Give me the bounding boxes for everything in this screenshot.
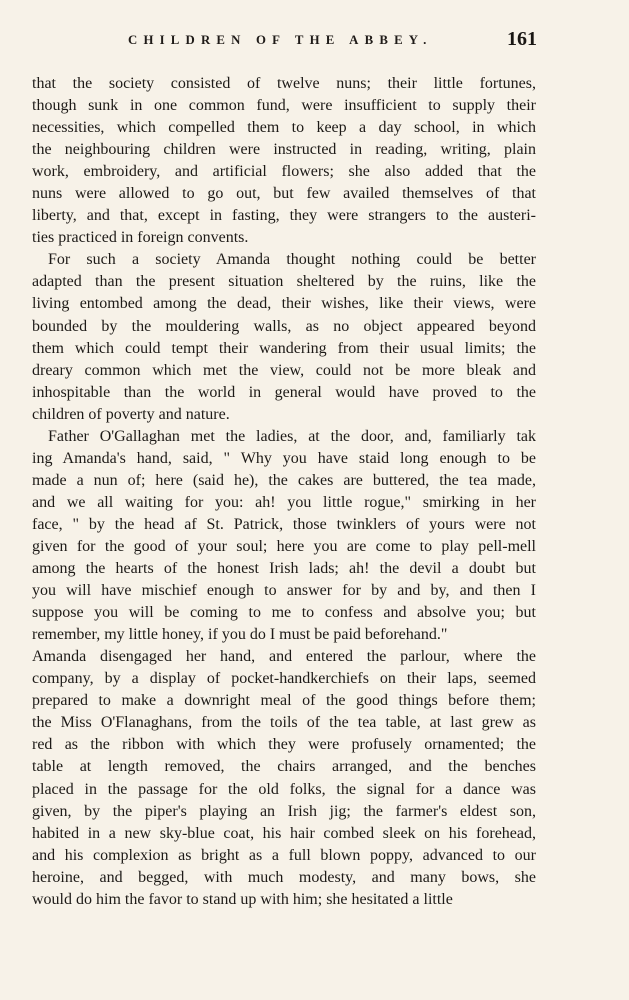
text-line: liberty, and that, except in fasting, they were strangers to the austeri- [32,207,536,225]
text-line: and we all waiting for you: ah! you little rogue," smirking in her [32,493,536,511]
body-text [32,73,536,911]
text-line: you will have mischief enough to answer for by and by, and then I [32,582,536,600]
text-line: habited in a new sky-blue coat, his hair combed sleek on his forehead, [32,824,536,842]
text-line: company, by a display of pocket-handkerchiefs on their laps, seemed [32,670,536,688]
text-line: bounded by the mouldering walls, as no object appeared beyond [32,317,536,335]
text-line: and his complexion as bright as a full blown poppy, advanced to our [32,846,536,864]
text-line: dreary common which met the view, could not be more bleak and [32,361,536,379]
text-line: though sunk in one common fund, were insufficient to supply their [32,97,536,115]
text-line: inhospitable than the world in general would have proved to the [32,383,536,401]
text-line: placed in the passage for the old folks, the signal for a dance was [32,780,536,798]
text-line: heroine, and begged, with much modesty, and many bows, she [32,868,536,886]
text-line: remember, my little honey, if you do I must be paid beforehand." [32,626,448,644]
text-line: given, by the piper's playing an Irish jig; the farmer's eldest son, [32,802,536,820]
text-line: necessities, which compelled them to keep a day school, in which [32,119,536,137]
text-line: table at length removed, the chairs arranged, and the benches [32,758,536,776]
text-line: children of poverty and nature. [32,405,230,423]
text-line: face, " by the head af St. Patrick, those twinklers of yours were not [32,515,536,533]
text-line: Father O'Gallaghan met the ladies, at the door, and, familiarly tak [48,427,536,445]
text-line: ing Amanda's hand, said, " Why you have staid long enough to be [32,449,536,467]
text-line: the neighbouring children were instructed in reading, writing, plain [32,141,536,159]
page-number: 161 [507,28,537,50]
text-line: them which could tempt their wandering from their usual limits; the [32,339,536,357]
text-line: nuns were allowed to go out, but few availed themselves of that [32,185,536,203]
text-line: given for the good of your soul; here you are come to play pell-mell [32,537,536,555]
running-head-title: CHILDREN OF THE ABBEY. [128,33,433,47]
text-line: that the society consisted of twelve nuns; their little fortunes, [32,75,536,92]
text-line: ties practiced in foreign convents. [32,229,249,247]
text-line: living entombed among the dead, their wishes, like their views, were [32,295,536,313]
text-line: Amanda disengaged her hand, and entered the parlour, where the [32,648,536,666]
text-line: adapted than the present situation sheltered by the ruins, like the [32,273,536,291]
text-line: red as the ribbon with which they were profusely ornamented; the [32,736,536,754]
text-line: among the hearts of the honest Irish lads; ah! the devil a doubt but [32,560,536,578]
text-line: For such a society Amanda thought nothing could be better [48,251,536,269]
text-line: would do him the favor to stand up with him; she hesitated a little [32,890,453,908]
text-line: work, embroidery, and artificial flowers; she also added that the [32,163,536,181]
text-line: suppose you will be coming to me to confess and absolve you; but [32,604,536,622]
text-line: the Miss O'Flanaghans, from the toils of the tea table, at last grew as [32,714,536,732]
text-line: made a nun of; here (said he), the cakes are buttered, the tea made, [32,471,536,489]
text-line: prepared to make a downright meal of the good things before them; [32,692,536,710]
